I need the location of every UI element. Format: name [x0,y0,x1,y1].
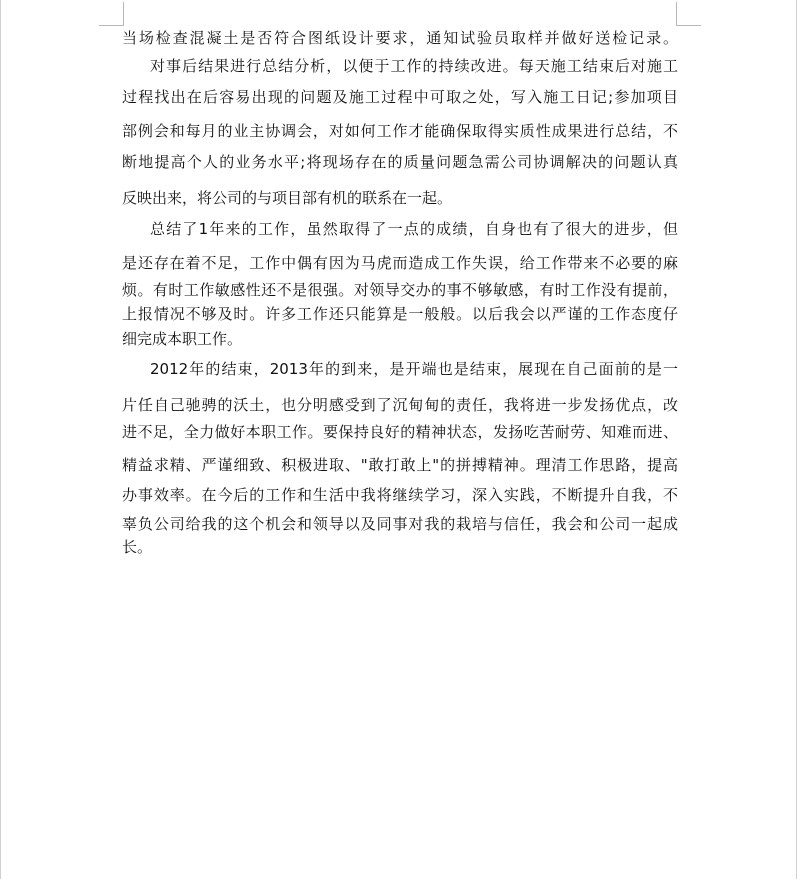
text-line: 对事后结果进行总结分析，以便于工作的持续改进。每天施工结束后对施工 [150,57,678,75]
text-line: 过程找出在后容易出现的问题及施工过程中可取之处，写入施工日记;参加项目 [122,88,678,106]
text-line: 上报情况不够及时。许多工作还只能算是一般般。以后我会以严谨的工作态度仔 [122,305,678,323]
text-line: 精益求精、严谨细致、积极进取、"敢打敢上"的拼搏精神。理清工作思路，提高 [122,456,678,474]
text-line: 断地提高个人的业务水平;将现场存在的质量问题急需公司协调解决的问题认真 [122,153,678,171]
margin-corner-mark-top-left [99,2,124,26]
text-line: 部例会和每月的业主协调会，对如何工作才能确保取得实质性成果进行总结，不 [122,122,678,140]
margin-corner-mark-top-right [676,2,701,26]
text-line: 办事效率。在今后的工作和生活中我将继续学习，深入实践，不断提升自我，不 [122,486,678,504]
text-line: 当场检查混凝土是否符合图纸设计要求，通知试验员取样并做好送检记录。 [122,29,678,47]
text-line: 总结了1年来的工作，虽然取得了一点的成绩，自身也有了很大的进步，但 [150,220,678,238]
text-line: 进不足，全力做好本职工作。要保持良好的精神状态，发扬吃苦耐劳、知难而进、 [122,423,678,441]
text-line: 辜负公司给我的这个机会和领导以及同事对我的栽培与信任，我会和公司一起成 [122,515,678,533]
text-line: 烦。有时工作敏感性还不是很强。对领导交办的事不够敏感，有时工作没有提前， [122,281,678,299]
text-line: 片任自己驰骋的沃土，也分明感受到了沉甸甸的责任，我将进一步发扬优点，改 [122,396,678,414]
text-line: 2012年的结束，2013年的到来，是开端也是结束，展现在自己面前的是一 [150,360,678,378]
text-line: 是还存在着不足，工作中偶有因为马虎而造成工作失误，给工作带来不必要的麻 [122,254,678,272]
text-line: 反映出来，将公司的与项目部有机的联系在一起。 [122,189,453,207]
text-line: 细完成本职工作。 [122,330,243,348]
text-line: 长。 [122,538,153,556]
